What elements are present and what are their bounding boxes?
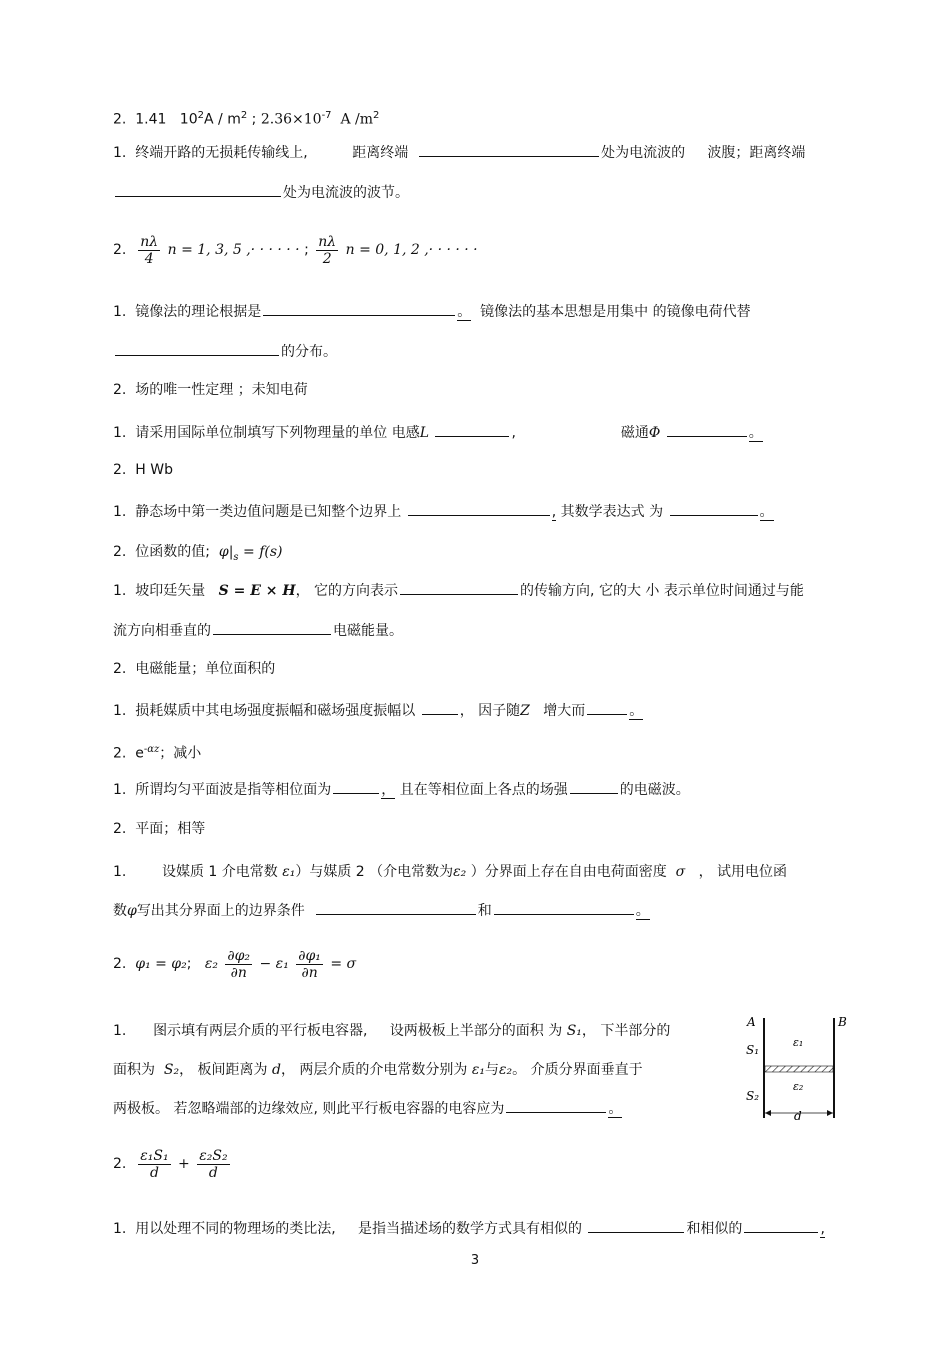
answer-line: 2. 位函数的值; $\varphi|_s = f(s)$	[113, 544, 283, 563]
page-number: 3	[470, 1253, 480, 1268]
question-line: 处为电流波的波节。	[113, 182, 409, 203]
question-line: 1. 所谓均匀平面波是指等相位面为 ， 且在等相位面上各点的场强 的电磁波。	[113, 779, 690, 800]
label-A: A	[747, 1015, 756, 1029]
answer-blank[interactable]	[213, 620, 331, 635]
answer-blank[interactable]	[570, 779, 618, 794]
answer-blank[interactable]	[744, 1218, 818, 1233]
question-line: 1. 设媒质 1 介电常数 ε₁）与媒质 2 （介电常数为ε₂ ）分界面上存在自由电荷面密度 σ ， 试用电位函	[113, 864, 788, 880]
answer-line: 2. H Wb	[113, 462, 173, 478]
label-eps2: ε₂	[793, 1080, 804, 1093]
unit: A /m	[340, 111, 374, 128]
question-line: 1. 图示填有两层介质的平行板电容器, 设两极板上半部分的面积 为 S₁， 下半部分的	[113, 1023, 671, 1039]
fraction: $\frac{\text{∂φ₁}}{\partial n}$	[298, 947, 321, 981]
question-line: 1. 损耗媒质中其电场强度振幅和磁场强度振幅以 ， 因子随Z 增大而 。	[113, 700, 643, 721]
answer-blank[interactable]	[670, 501, 758, 516]
answer-line: 2. 1.41 $10^2A / m^2$ ; $2.36\times 10^{-7}$ A $/m^2$	[113, 110, 380, 128]
answer-blank[interactable]	[263, 301, 455, 316]
label-eps1: ε₁	[793, 1036, 804, 1049]
answer-blank[interactable]	[422, 700, 458, 715]
answer-line: 2. φ₁ = φ₂; ε₂ $\frac{\text{∂φ₂}}{\partial n}$ − ε₁ $\frac{\text{∂φ₁}}{\partial n}$ = σ	[113, 947, 357, 981]
fraction: $\frac{\text{∂φ₂}}{\partial n}$	[227, 947, 251, 981]
answer-blank[interactable]	[587, 700, 627, 715]
label-S1: S₁	[746, 1043, 760, 1057]
answer-blank[interactable]	[588, 1218, 684, 1233]
answer-line: 2. 电磁能量；单位面积的	[113, 661, 276, 677]
question-line: 两极板。 若忽略端部的边缘效应, 则此平行板电容器的电容应为 。	[113, 1098, 622, 1119]
question-line: 面积为 S₂， 板间距离为 d， 两层介质的介电常数分别为 ε₁与ε₂。 介质分界面垂直于	[113, 1062, 643, 1078]
label-S2: S₂	[746, 1089, 760, 1103]
answer-blank[interactable]	[419, 142, 599, 157]
question-line: 的分布。	[113, 341, 337, 362]
question-line: 1. 静态场中第一类边值问题是已知整个边界上 , 其数学表达式 为 。	[113, 501, 774, 522]
answer-line: 2. 平面；相等	[113, 821, 206, 837]
formula: S = E × H	[218, 583, 296, 599]
item-number: 2.	[113, 111, 127, 128]
fraction: $\frac{n\lambda}{2}$	[318, 233, 337, 267]
value: 2.36×10	[260, 111, 322, 128]
formula: $\varphi|_s = f(s)$	[218, 544, 283, 563]
formula: φ₁ = φ₂	[135, 956, 187, 972]
answer-blank[interactable]	[435, 422, 509, 437]
answer-blank[interactable]	[333, 779, 379, 794]
fraction: $\frac{\text{ε₁S₁}}{d}$	[140, 1147, 169, 1181]
question-line: 1. 终端开路的无损耗传输线上, 距离终端 处为电流波的 波腹；距离终端	[113, 142, 805, 163]
answer-blank[interactable]	[494, 900, 634, 915]
answer-blank[interactable]	[408, 501, 550, 516]
answer-line: 2. $\frac{\text{ε₁S₁}}{d}$ + $\frac{\text{ε₂S₂}}{d}$	[113, 1147, 228, 1181]
question-line: 数φ写出其分界面上的边界条件 和 。	[113, 900, 650, 921]
fraction: $\frac{\text{ε₂S₂}}{d}$	[199, 1147, 228, 1181]
capacitor-figure	[742, 1010, 862, 1125]
answer-blank[interactable]	[506, 1098, 606, 1113]
answer-blank[interactable]	[667, 422, 747, 437]
answer-blank[interactable]	[316, 900, 476, 915]
question-line: 1. 请采用国际单位制填写下列物理量的单位 电感L , 磁通Φ 。	[113, 422, 763, 443]
answer-blank[interactable]	[400, 580, 518, 595]
answer-line: 2. $e^{-\alpha z}$；减小	[113, 744, 202, 762]
answer-blank[interactable]	[115, 182, 281, 197]
label-d: d	[794, 1109, 802, 1123]
interface-hatch	[765, 1066, 833, 1072]
fraction: $\frac{n\lambda}{4}$	[140, 233, 159, 267]
value: 10	[179, 111, 198, 128]
label-B: B	[838, 1015, 847, 1029]
answer-line: 2. $\frac{n\lambda}{4}$ n = 1, 3, 5 ,· · · · · · ; $\frac{n\lambda}{2}$ n = 0, 1, 2 ,· · · · · ·	[113, 233, 478, 267]
question-line: 1. 用以处理不同的物理场的类比法, 是指当描述场的数学方式具有相似的 和相似的 ,	[113, 1218, 825, 1239]
question-line: 1. 镜像法的理论根据是 。 镜像法的基本思想是用集中 的镜像电荷代替	[113, 301, 751, 322]
value: 1.41	[135, 111, 167, 128]
question-line: 1. 坡印廷矢量 S = E × H， 它的方向表示 的传输方向, 它的大 小 表示单位时间通过与能	[113, 580, 804, 601]
answer-blank[interactable]	[115, 341, 279, 356]
answer-line: 2. 场的唯一性定理 ；未知电荷	[113, 382, 308, 398]
unit: A / m	[204, 111, 241, 128]
question-line: 流方向相垂直的 电磁能量。	[113, 620, 403, 641]
